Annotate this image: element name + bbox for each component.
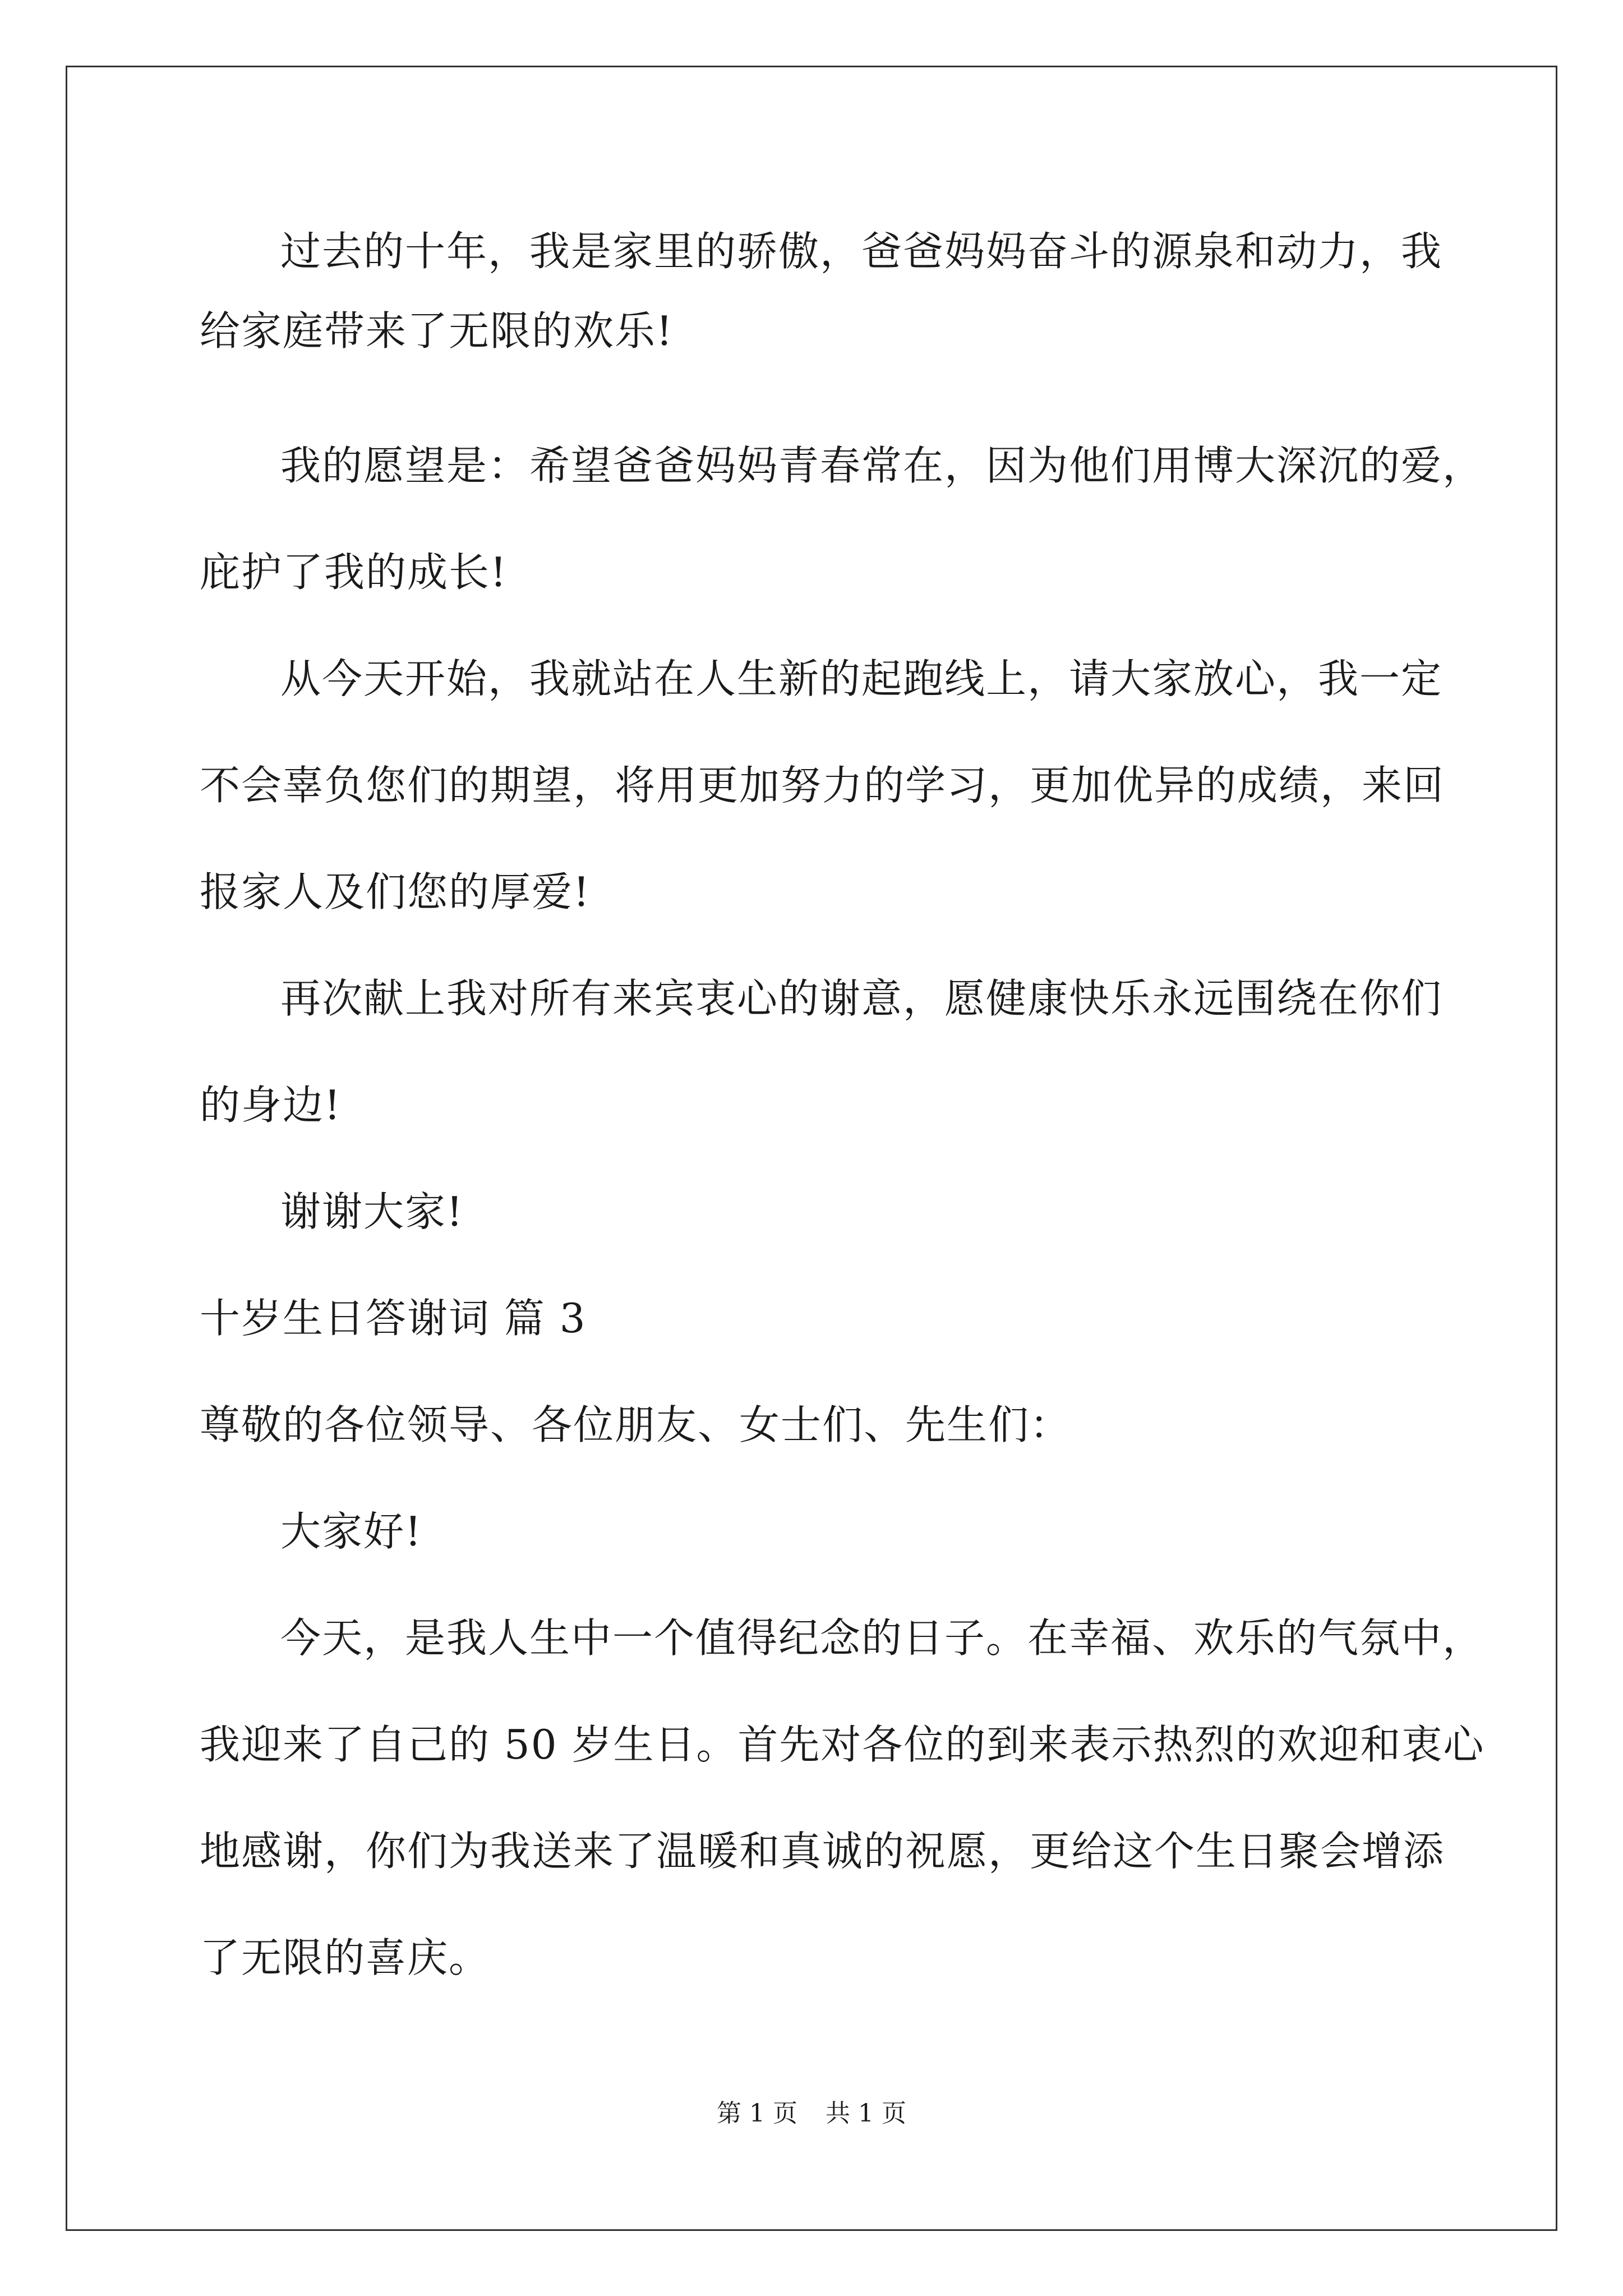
paragraph-line: 庇护了我的成长! [200,549,508,596]
greeting-line: 大家好! [280,1508,422,1555]
page-number: 第 1 页 [717,2099,797,2128]
salutation-line: 尊敬的各位领导、各位朋友、女士们、先生们： [200,1401,1072,1448]
paragraph-line: 的身边! [200,1082,342,1129]
paragraph-line: 地感谢，你们为我送来了温暖和真诚的祝愿，更给这个生日聚会增添 [200,1828,1445,1875]
paragraph-line: 过去的十年，我是家里的骄傲，爸爸妈妈奋斗的源泉和动力，我 [280,228,1443,275]
paragraph-line: 从今天开始，我就站在人生新的起跑线上，请大家放心，我一定 [280,655,1443,702]
paragraph-line: 给家庭带来了无限的欢乐! [200,307,674,355]
closing-line: 谢谢大家! [280,1188,464,1235]
paragraph-line: 了无限的喜庆。 [200,1934,491,1981]
paragraph-line: 我的愿望是：希望爸爸妈妈青春常在，因为他们用博大深沉的爱， [280,442,1484,489]
paragraph-line: 再次献上我对所有来宾衷心的谢意，愿健康快乐永远围绕在你们 [280,975,1443,1022]
paragraph-line: 我迎来了自己的 50 岁生日。首先对各位的到来表示热烈的欢迎和衷心 [200,1721,1485,1768]
page-total: 共 1 页 [826,2099,906,2128]
page-footer [0,2097,1623,2131]
page-border [66,66,1557,2231]
paragraph-line: 不会辜负您们的期望，将用更加努力的学习，更加优异的成绩，来回 [200,762,1445,809]
section-heading: 十岁生日答谢词 篇 3 [200,1295,587,1342]
paragraph-line: 报家人及们您的厚爱! [200,868,591,915]
paragraph-line: 今天，是我人生中一个值得纪念的日子。在幸福、欢乐的气氛中， [280,1614,1484,1662]
